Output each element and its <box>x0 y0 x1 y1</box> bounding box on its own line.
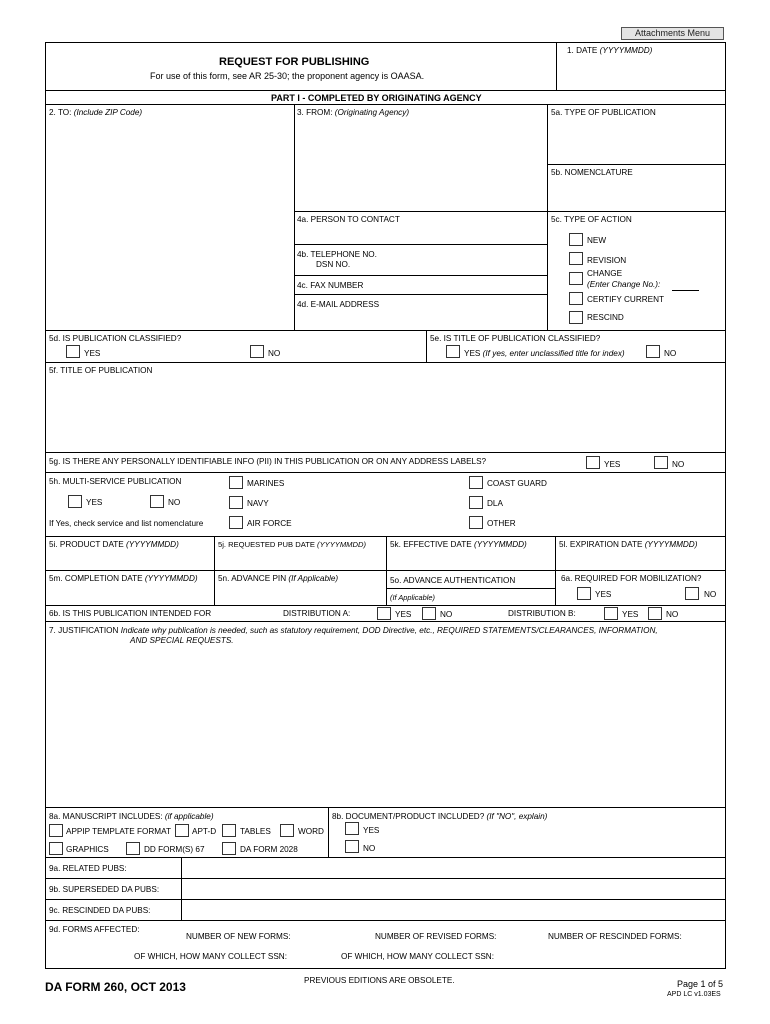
title-classified-no-checkbox[interactable] <box>646 345 660 358</box>
mobilization-yes-checkbox[interactable] <box>577 587 591 600</box>
obsolete-note: PREVIOUS EDITIONS ARE OBSOLETE. <box>304 976 455 985</box>
navy-label: NAVY <box>247 499 269 508</box>
document-included-yes-label: YES <box>363 826 380 835</box>
action-change-hint: (Enter Change No.): <box>587 280 661 289</box>
document-included-yes-checkbox[interactable] <box>345 822 359 835</box>
mobilization-yes-label: YES <box>595 590 612 599</box>
product-date-label: 5i. PRODUCT DATE (YYYYMMDD) <box>49 540 179 549</box>
dla-label: DLA <box>487 499 503 508</box>
air-force-checkbox[interactable] <box>229 516 243 529</box>
distribution-b-label: DISTRIBUTION B: <box>508 609 576 618</box>
effective-date-label: 5k. EFFECTIVE DATE (YYYYMMDD) <box>390 540 527 549</box>
type-of-action-label: 5c. TYPE OF ACTION <box>551 215 632 224</box>
manuscript-includes-label: 8a. MANUSCRIPT INCLUDES: (if applicable) <box>49 812 214 821</box>
pii-yes-checkbox[interactable] <box>586 456 600 469</box>
form-title: REQUEST FOR PUBLISHING <box>219 56 370 68</box>
word-label: WORD <box>298 827 324 836</box>
distribution-a-label: DISTRIBUTION A: <box>283 609 351 618</box>
page-number: Page 1 of 5 <box>677 979 724 989</box>
marines-checkbox[interactable] <box>229 476 243 489</box>
action-rescind-checkbox[interactable] <box>569 311 583 324</box>
apt-d-label: APT-D <box>192 827 217 836</box>
document-included-no-checkbox[interactable] <box>345 840 359 853</box>
attachments-menu-button[interactable]: Attachments Menu <box>621 27 724 40</box>
mobilization-no-label: NO <box>704 590 717 599</box>
classified-no-checkbox[interactable] <box>250 345 264 358</box>
action-rescind-label: RESCIND <box>587 313 624 322</box>
email-label: 4d. E-MAIL ADDRESS <box>297 300 380 309</box>
title-classified-label: 5e. IS TITLE OF PUBLICATION CLASSIFIED? <box>430 334 601 343</box>
distribution-b-yes-label: YES <box>622 610 639 619</box>
completion-date-label: 5m. COMPLETION DATE (YYYYMMDD) <box>49 574 198 583</box>
distribution-b-no-label: NO <box>666 610 679 619</box>
title-classified-yes-checkbox[interactable] <box>446 345 460 358</box>
justification-label: 7. JUSTIFICATION Indicate why publication is needed, such as statutory requirement, DOD Directive, etc., REQUIRED STATEMENTS/CLEARANCES, INFORMATION, <box>49 626 658 635</box>
dla-checkbox[interactable] <box>469 496 483 509</box>
pii-no-label: NO <box>672 460 685 469</box>
date-input[interactable] <box>558 58 723 88</box>
related-pubs-label: 9a. RELATED PUBS: <box>49 864 127 873</box>
multi-service-note: If Yes, check service and list nomenclature <box>49 519 204 528</box>
classified-no-label: NO <box>268 349 281 358</box>
nomenclature-label: 5b. NOMENCLATURE <box>551 168 633 177</box>
multi-service-no-label: NO <box>168 498 181 507</box>
graphics-label: GRAPHICS <box>66 845 109 854</box>
justification-hint: AND SPECIAL REQUESTS. <box>130 636 234 645</box>
dd-forms-label: DD FORM(S) 67 <box>144 845 205 854</box>
air-force-label: AIR FORCE <box>247 519 292 528</box>
person-to-contact-label: 4a. PERSON TO CONTACT <box>297 215 400 224</box>
action-change-checkbox[interactable] <box>569 272 583 285</box>
other-label: OTHER <box>487 519 516 528</box>
superseded-pubs-label: 9b. SUPERSEDED DA PUBS: <box>49 885 160 894</box>
form-border-top <box>45 42 725 43</box>
action-change-label: CHANGE <box>587 269 623 278</box>
document-included-label: 8b. DOCUMENT/PRODUCT INCLUDED? (If "NO", explain) <box>332 812 548 821</box>
multi-service-no-checkbox[interactable] <box>150 495 164 508</box>
distribution-intended-label: 6b. IS THIS PUBLICATION INTENDED FOR <box>49 609 212 618</box>
form-number: DA FORM 260, OCT 2013 <box>45 980 186 994</box>
mobilization-label: 6a. REQUIRED FOR MOBILIZATION? <box>561 574 702 583</box>
form-border-left <box>45 42 46 969</box>
date-label: 1. DATE (YYYYMMDD) <box>567 46 653 55</box>
rescinded-pubs-label: 9c. RESCINDED DA PUBS: <box>49 906 151 915</box>
title-of-publication-label: 5f. TITLE OF PUBLICATION <box>49 366 153 375</box>
advance-authentication-hint: (If Applicable) <box>390 593 435 602</box>
graphics-checkbox[interactable] <box>49 842 63 855</box>
new-forms-label: NUMBER OF NEW FORMS: <box>186 932 291 941</box>
justification-input[interactable] <box>47 648 723 804</box>
type-of-publication-label: 5a. TYPE OF PUBLICATION <box>551 108 656 117</box>
forms-affected-label: 9d. FORMS AFFECTED: <box>49 925 140 934</box>
other-checkbox[interactable] <box>469 516 483 529</box>
pii-label: 5g. IS THERE ANY PERSONALLY IDENTIFIABLE INFO (PII) IN THIS PUBLICATION OR ON ANY ADDRESS LABELS? <box>49 457 487 466</box>
action-certify-checkbox[interactable] <box>569 292 583 305</box>
title-classified-no-label: NO <box>664 349 677 358</box>
dd-forms-checkbox[interactable] <box>126 842 140 855</box>
action-new-checkbox[interactable] <box>569 233 583 246</box>
form-border-bottom <box>45 968 726 969</box>
telephone-label: 4b. TELEPHONE NO. <box>297 250 377 259</box>
new-forms-ssn-label: OF WHICH, HOW MANY COLLECT SSN: <box>134 952 287 961</box>
da-form-2028-checkbox[interactable] <box>222 842 236 855</box>
coast-guard-label: COAST GUARD <box>487 479 547 488</box>
version-label: APD LC v1.03ES <box>667 991 721 998</box>
part1-heading: PART I - COMPLETED BY ORIGINATING AGENCY <box>271 93 482 103</box>
form-border-right <box>725 42 726 969</box>
rescinded-forms-label: NUMBER OF RESCINDED FORMS: <box>548 932 682 941</box>
document-included-no-label: NO <box>363 844 376 853</box>
fax-label: 4c. FAX NUMBER <box>297 281 364 290</box>
distribution-a-yes-checkbox[interactable] <box>377 607 391 620</box>
multi-service-yes-checkbox[interactable] <box>68 495 82 508</box>
pii-no-checkbox[interactable] <box>654 456 668 469</box>
classified-yes-label: YES <box>84 349 101 358</box>
tables-label: TABLES <box>240 827 271 836</box>
coast-guard-checkbox[interactable] <box>469 476 483 489</box>
multi-service-yes-label: YES <box>86 498 103 507</box>
revised-forms-ssn-label: OF WHICH, HOW MANY COLLECT SSN: <box>341 952 494 961</box>
appip-checkbox[interactable] <box>49 824 63 837</box>
distribution-a-no-label: NO <box>440 610 453 619</box>
action-certify-label: CERTIFY CURRENT <box>587 295 665 304</box>
distribution-a-yes-label: YES <box>395 610 412 619</box>
classified-label: 5d. IS PUBLICATION CLASSIFIED? <box>49 334 182 343</box>
action-new-label: NEW <box>587 236 607 245</box>
action-revision-label: REVISION <box>587 256 627 265</box>
distribution-b-no-checkbox[interactable] <box>648 607 662 620</box>
from-label: 3. FROM: (Originating Agency) <box>297 108 410 117</box>
title-of-publication-input[interactable] <box>47 377 723 449</box>
mobilization-no-checkbox[interactable] <box>685 587 699 600</box>
classified-yes-checkbox[interactable] <box>66 345 80 358</box>
action-revision-checkbox[interactable] <box>569 252 583 265</box>
distribution-a-no-checkbox[interactable] <box>422 607 436 620</box>
apt-d-checkbox[interactable] <box>175 824 189 837</box>
appip-label: APPIP TEMPLATE FORMAT <box>66 827 171 836</box>
da-form-2028-label: DA FORM 2028 <box>240 845 298 854</box>
multi-service-label: 5h. MULTI-SERVICE PUBLICATION <box>49 477 182 486</box>
revised-forms-label: NUMBER OF REVISED FORMS: <box>375 932 497 941</box>
marines-label: MARINES <box>247 479 285 488</box>
to-label: 2. TO: (Include ZIP Code) <box>49 108 143 117</box>
navy-checkbox[interactable] <box>229 496 243 509</box>
word-checkbox[interactable] <box>280 824 294 837</box>
advance-pin-label: 5n. ADVANCE PIN (If Applicable) <box>218 574 339 583</box>
pii-yes-label: YES <box>604 460 621 469</box>
requested-pub-date-label: 5j. REQUESTED PUB DATE (YYYYMMDD) <box>218 540 366 549</box>
expiration-date-label: 5l. EXPIRATION DATE (YYYYMMDD) <box>559 540 698 549</box>
title-classified-yes-label: YES (If yes, enter unclassified title for index) <box>464 349 625 358</box>
tables-checkbox[interactable] <box>222 824 236 837</box>
distribution-b-yes-checkbox[interactable] <box>604 607 618 620</box>
change-number-line[interactable] <box>672 290 699 291</box>
advance-authentication-label: 5o. ADVANCE AUTHENTICATION <box>390 576 516 585</box>
form-subtitle: For use of this form, see AR 25-30; the proponent agency is OAASA. <box>150 71 425 81</box>
dsn-label: DSN NO. <box>316 260 351 269</box>
